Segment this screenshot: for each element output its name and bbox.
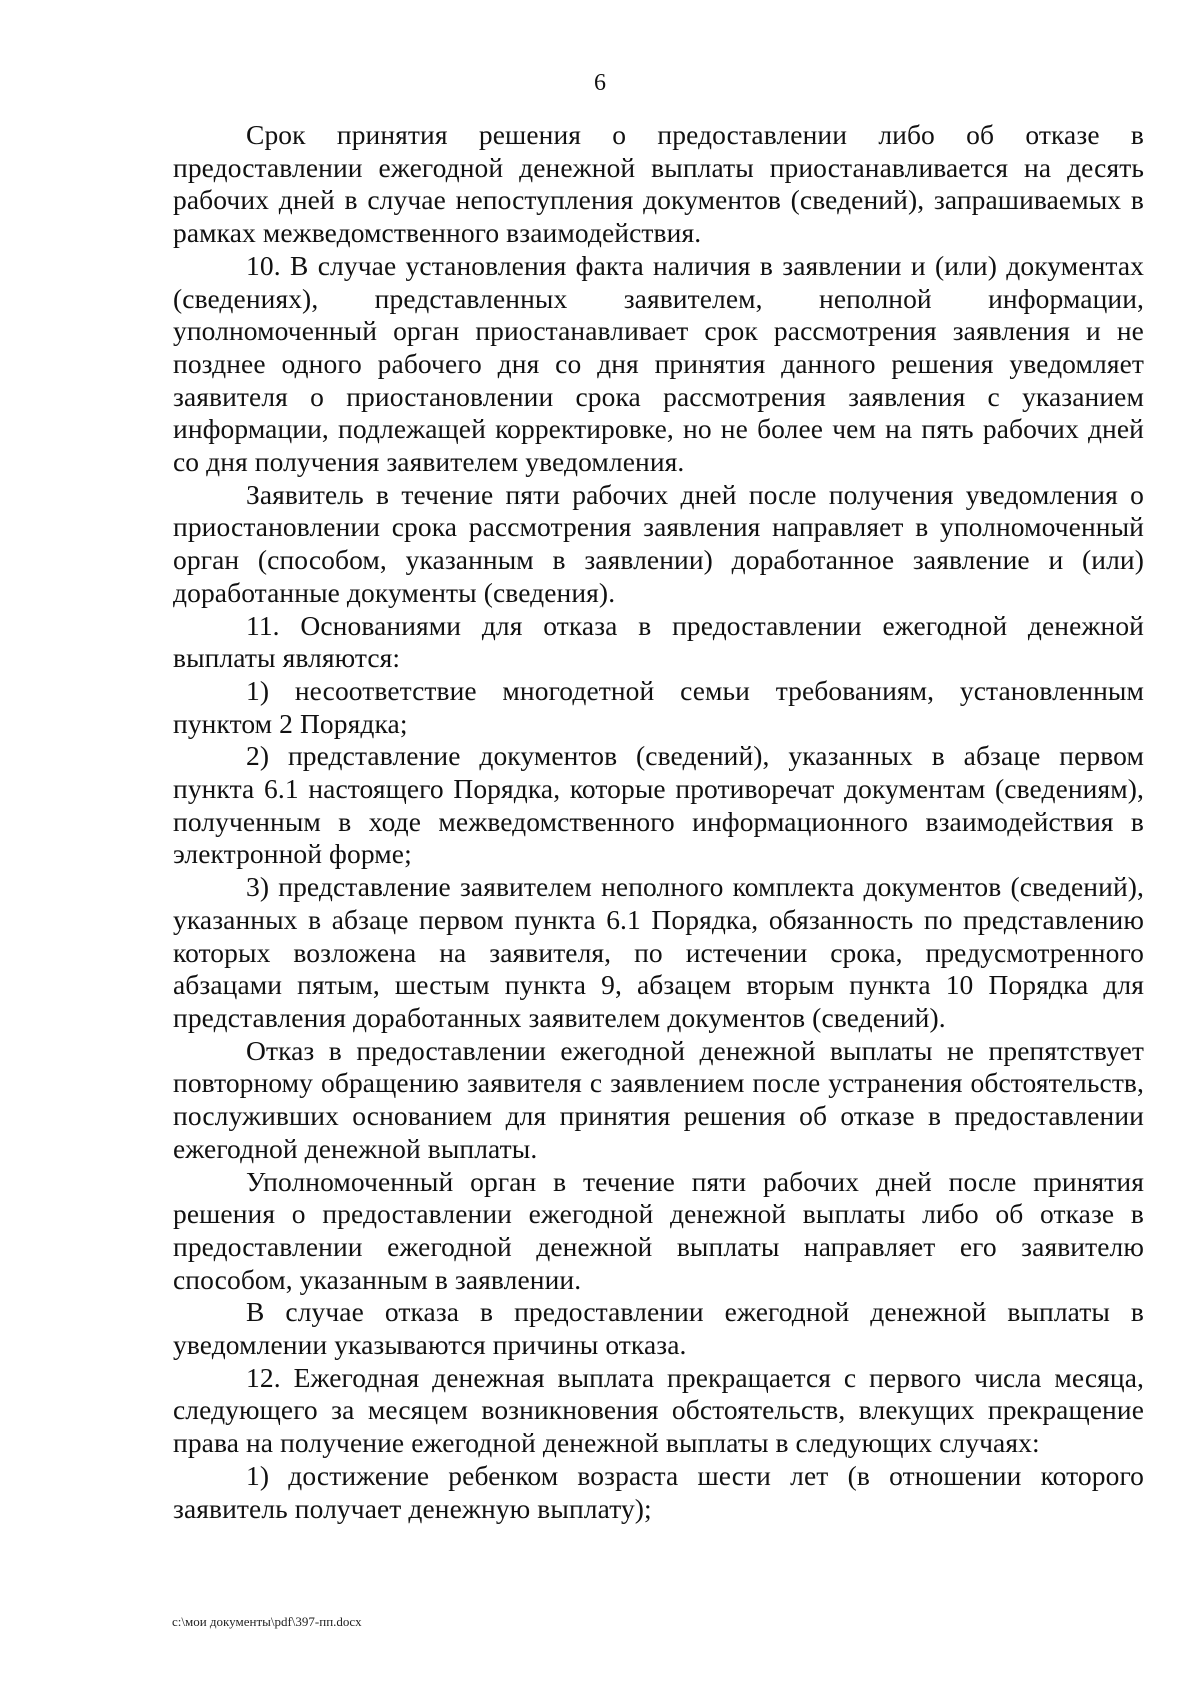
paragraph: 3) представление заявителем неполного комплекта документов (сведений), указанных в абзаце первом пункта 6.1 Порядка, обязанность по представлению которых возложена на заявителя, по истечении срока, предусмотренного абзацами пятым, шестым пункта 9, абзацем вторым пункта 10 Порядка для представления доработанных заявителем документов (сведений).: [173, 871, 1144, 1033]
paragraph: 1) несоответствие многодетной семьи требованиям, установленным пунктом 2 Порядка;: [173, 674, 1144, 739]
document-body: [173, 119, 1144, 1525]
paragraph: Срок принятия решения о предоставлении либо об отказе в предоставлении ежегодной денежной выплаты приостанавливается на десять рабочих дней в случае непоступления документов (сведений), запрашиваемых в рамках межведомственного взаимодействия.: [173, 119, 1144, 249]
paragraph: Заявитель в течение пяти рабочих дней после получения уведомления о приостановлении срока рассмотрения заявления направляет в уполномоченный орган (способом, указанным в заявлении) доработанное заявление и (или) доработанные документы (сведения).: [173, 478, 1144, 608]
paragraph: 2) представление документов (сведений), указанных в абзаце первом пункта 6.1 настоящего Порядка, которые противоречат документам (сведениям), полученным в ходе межведомственного информационного взаимодействия в электронной форме;: [173, 740, 1144, 870]
paragraph: Уполномоченный орган в течение пяти рабочих дней после принятия решения о предоставлении ежегодной денежной выплаты либо об отказе в предоставлении ежегодной денежной выплаты направляет его заявителю способом, указанным в заявлении.: [173, 1165, 1144, 1295]
paragraph: 12. Ежегодная денежная выплата прекращается с первого числа месяца, следующего за месяцем возникновения обстоятельств, влекущих прекращение права на получение ежегодной денежной выплаты в следующих случаях:: [173, 1361, 1144, 1459]
paragraph: В случае отказа в предоставлении ежегодной денежной выплаты в уведомлении указываются причины отказа.: [173, 1296, 1144, 1361]
paragraph: Отказ в предоставлении ежегодной денежной выплаты не препятствует повторному обращению заявителя с заявлением после устранения обстоятельств, послуживших основанием для принятия решения об отказе в предоставлении ежегодной денежной выплаты.: [173, 1034, 1144, 1164]
paragraph: 1) достижение ребенком возраста шести лет (в отношении которого заявитель получает денежную выплату);: [173, 1459, 1144, 1524]
footer-file-path: c:\мои документы\pdf\397-пп.docx: [172, 1614, 362, 1629]
paragraph: 10. В случае установления факта наличия в заявлении и (или) документах (сведениях), представленных заявителем, неполной информации, уполномоченный орган приостанавливает срок рассмотрения заявления и не позднее одного рабочего дня со дня принятия данного решения уведомляет заявителя о приостановлении срока рассмотрения заявления с указанием информации, подлежащей корректировке, но не более чем на пять рабочих дней со дня получения заявителем уведомления.: [173, 249, 1144, 478]
page-number: 6: [594, 70, 606, 96]
paragraph: 11. Основаниями для отказа в предоставлении ежегодной денежной выплаты являются:: [173, 609, 1144, 674]
